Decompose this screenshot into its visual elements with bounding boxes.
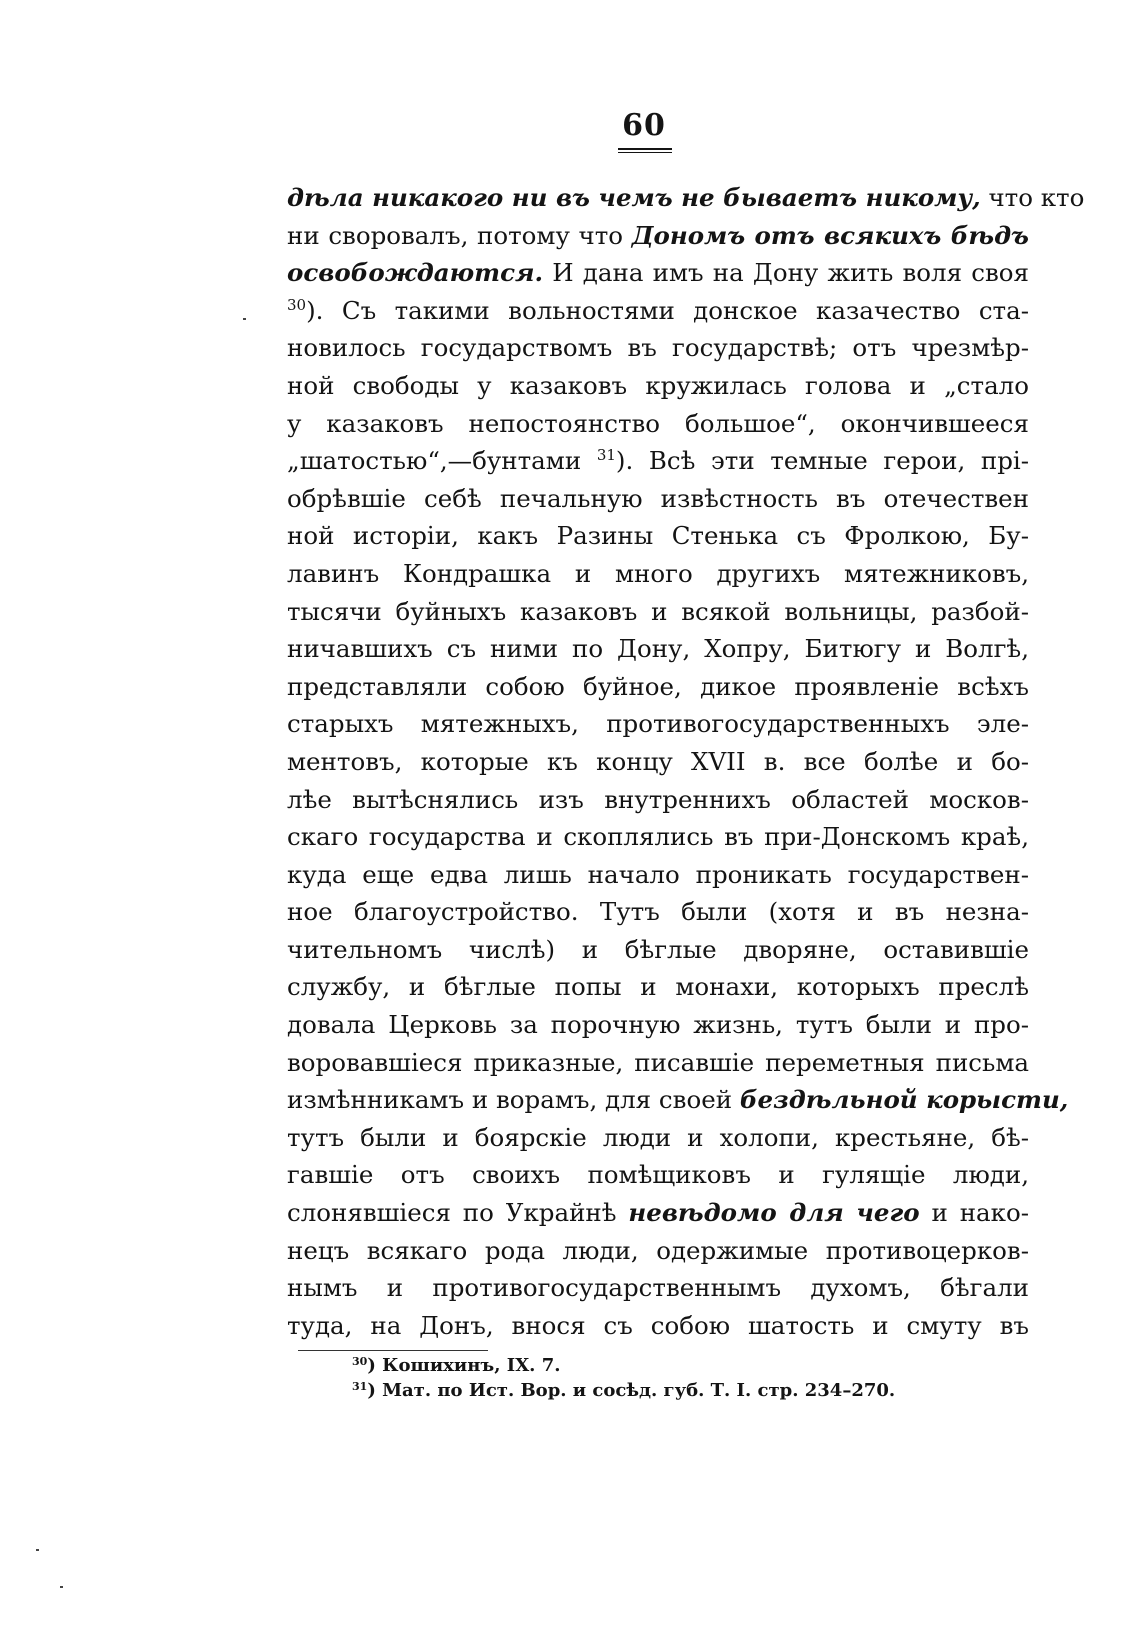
text-line bbox=[287, 405, 1029, 443]
text-line bbox=[287, 329, 1029, 367]
italic-emphasis: бездѣльной корысти, bbox=[739, 1085, 1069, 1115]
text-line bbox=[287, 555, 1029, 593]
text-line bbox=[287, 968, 1029, 1006]
footnotes-block bbox=[352, 1353, 1052, 1403]
page-number: 60 bbox=[622, 108, 666, 143]
text-run: старыхъ мятежныхъ, противогосударственныхъ эле- bbox=[287, 709, 1029, 739]
text-line bbox=[287, 1269, 1029, 1307]
italic-emphasis: Дономъ отъ всякихъ бѣдъ bbox=[631, 220, 1029, 250]
text-run: обрѣвшіе себѣ печальную извѣстность въ отечествен bbox=[287, 483, 1029, 513]
text-run: воровавшіеся приказные, писавшіе переметныя письма bbox=[287, 1047, 1029, 1077]
text-run: у казаковъ непостоянство большое“, окончившееся bbox=[287, 408, 1029, 438]
text-run: чительномъ числѣ) и бѣглые дворяне, оставившіе bbox=[287, 934, 1029, 964]
text-line bbox=[287, 442, 1029, 480]
text-run: представляли собою буйное, дикое проявленіе всѣхъ bbox=[287, 671, 1029, 701]
text-run: тысячи буйныхъ казаковъ и всякой вольницы, разбой- bbox=[287, 596, 1029, 626]
text-run: довала Церковь за порочную жизнь, тутъ были и про- bbox=[287, 1010, 1029, 1040]
text-run: и нако- bbox=[919, 1198, 1029, 1228]
text-line bbox=[287, 1156, 1029, 1194]
text-line bbox=[287, 1307, 1029, 1345]
text-line bbox=[287, 254, 1029, 292]
footnote bbox=[352, 1353, 1052, 1378]
text-run: слонявшіеся по Украйнѣ bbox=[287, 1198, 629, 1228]
footnote-mark: 30 bbox=[352, 1355, 368, 1368]
text-run: куда еще едва лишь начало проникать государствен- bbox=[287, 859, 1029, 889]
text-line bbox=[287, 1006, 1029, 1044]
italic-emphasis: освобождаются. bbox=[287, 258, 544, 288]
footnote bbox=[352, 1378, 1052, 1403]
text-line bbox=[287, 1232, 1029, 1270]
text-run: службу, и бѣглые попы и монахи, которыхъ преслѣ bbox=[287, 972, 1029, 1002]
text-run: ное благоустройство. Тутъ были (хотя и въ незна- bbox=[287, 897, 1029, 927]
text-line bbox=[287, 856, 1029, 894]
text-line bbox=[287, 1081, 1069, 1119]
text-line bbox=[287, 668, 1029, 706]
text-run: ной исторіи, какъ Разины Стенька съ Фролкою, Бу- bbox=[287, 521, 1029, 551]
text-line bbox=[287, 931, 1029, 969]
text-line bbox=[287, 480, 1029, 518]
text-line bbox=[287, 818, 1029, 856]
footnote-text: ) Мат. по Ист. Вор. и сосѣд. губ. Т. I. стр. 234–270. bbox=[367, 1380, 896, 1401]
text-line bbox=[287, 1119, 1029, 1157]
text-line bbox=[287, 367, 1029, 405]
italic-emphasis: невѣдомо для чего bbox=[628, 1198, 920, 1228]
footnote-reference: 30 bbox=[287, 295, 307, 314]
text-run: лѣе вытѣснялись изъ внутреннихъ областей москов- bbox=[287, 784, 1029, 814]
text-line bbox=[287, 217, 1029, 255]
text-run: нецъ всякаго рода люди, одержимые противоцерков- bbox=[287, 1235, 1029, 1265]
text-line bbox=[287, 593, 1029, 631]
footnote-text: ) Кошихинъ, IX. 7. bbox=[367, 1355, 561, 1376]
page-number-rule bbox=[618, 148, 672, 153]
scan-speck bbox=[36, 1549, 39, 1551]
text-run: ной свободы у казаковъ кружилась голова и „стало bbox=[287, 370, 1029, 400]
text-run: туда, на Донъ, внося съ собою шатость и смуту въ bbox=[287, 1310, 1029, 1340]
text-run: ментовъ, которые къ концу XVII в. все болѣе и бо- bbox=[287, 746, 1029, 776]
text-line bbox=[287, 893, 1029, 931]
text-run: „шатостью“,—бунтами bbox=[287, 446, 597, 476]
text-run: тутъ были и боярскіе люди и холопи, крестьяне, бѣ- bbox=[287, 1122, 1029, 1152]
main-text-block bbox=[287, 179, 1085, 1344]
text-line bbox=[287, 630, 1029, 668]
italic-emphasis: дѣла никакого ни въ чемъ не бываетъ никому, bbox=[287, 183, 981, 212]
footnote-reference: 31 bbox=[596, 446, 616, 465]
text-run: ни своровалъ, потому что bbox=[287, 220, 632, 250]
text-line bbox=[287, 179, 1085, 217]
text-run: ничавшихъ съ ними по Дону, Хопру, Битюгу и Волгѣ, bbox=[287, 634, 1029, 664]
footnote-mark: 31 bbox=[352, 1380, 368, 1393]
text-line bbox=[287, 1194, 1029, 1232]
text-run: что кто bbox=[980, 183, 1085, 212]
scan-speck bbox=[243, 318, 246, 320]
scan-speck bbox=[60, 1586, 63, 1588]
text-run: лавинъ Кондрашка и много другихъ мятежниковъ, bbox=[287, 558, 1029, 588]
text-run: И дана имъ на Дону жить воля своя bbox=[543, 258, 1029, 288]
text-run: гавшіе отъ своихъ помѣщиковъ и гулящіе люди, bbox=[287, 1160, 1029, 1190]
text-line bbox=[287, 517, 1029, 555]
text-line bbox=[287, 743, 1029, 781]
text-run: ). Всѣ эти темные герои, прі- bbox=[615, 446, 1030, 476]
footnote-separator bbox=[298, 1350, 488, 1351]
text-line bbox=[287, 292, 1029, 330]
text-run: измѣнникамъ и ворамъ, для своей bbox=[287, 1085, 740, 1115]
text-run: ). Съ такими вольностями донское казачество ста- bbox=[306, 295, 1029, 325]
text-line bbox=[287, 1044, 1029, 1082]
text-run: нымъ и противогосударственнымъ духомъ, бѣгали bbox=[287, 1273, 1029, 1303]
text-line bbox=[287, 705, 1029, 743]
text-line bbox=[287, 781, 1029, 819]
text-run: новилось государствомъ въ государствѣ; отъ чрезмѣр- bbox=[287, 333, 1029, 363]
text-run: скаго государства и скоплялись въ при-Донскомъ краѣ, bbox=[287, 822, 1029, 852]
